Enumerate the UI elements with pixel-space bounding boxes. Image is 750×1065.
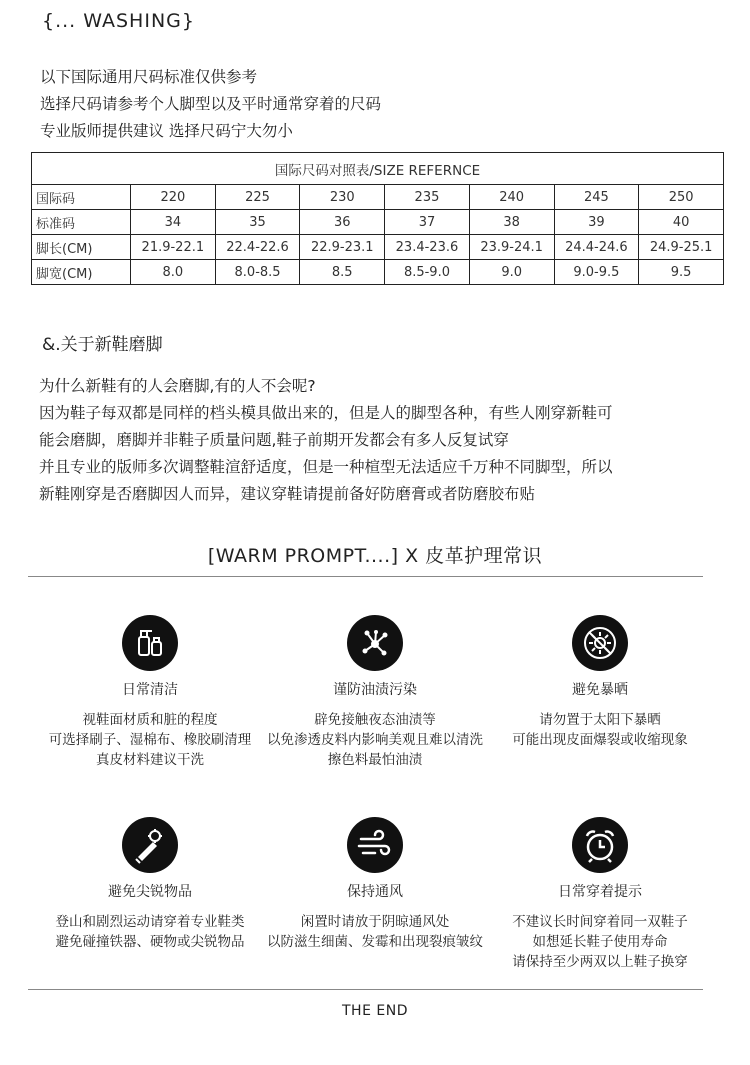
table-row <box>32 185 724 210</box>
size-intro <box>40 64 381 145</box>
paragraph-line: 因为鞋子每双都是同样的档头模具做出来的，但是人的脚型各种，有些人刚穿新鞋可 <box>39 404 613 422</box>
stain-splash-icon <box>347 615 403 671</box>
table-cell: 36 <box>300 210 385 235</box>
care-description <box>250 710 500 770</box>
table-cell: 8.0-8.5 <box>215 260 300 285</box>
care-item-cleaning <box>25 615 275 770</box>
care-title: 保持通风 <box>347 884 403 900</box>
table-cell: 21.9-22.1 <box>131 235 216 260</box>
sharp-tool-icon <box>122 817 178 873</box>
divider <box>28 989 703 990</box>
intro-line: 选择尺码请参考个人脚型以及平时通常穿着的尺码 <box>40 95 382 113</box>
table-cell: 24.4-24.6 <box>554 235 639 260</box>
care-line: 闲置时请放于阴晾通风处 <box>300 914 450 930</box>
cleaning-products-icon <box>122 615 178 671</box>
wind-icon <box>347 817 403 873</box>
table-cell: 250 <box>639 185 724 210</box>
table-title: 国际尺码对照表/SIZE REFERNCE <box>32 153 724 185</box>
care-line: 登山和剧烈运动请穿着专业鞋类 <box>55 914 245 930</box>
care-line: 避免碰撞铁器、硬物或尖锐物品 <box>55 934 245 950</box>
care-description <box>250 912 500 952</box>
table-cell: 39 <box>554 210 639 235</box>
care-line: 不建议长时间穿着同一双鞋子 <box>512 914 688 930</box>
care-line: 请勿置于太阳下暴晒 <box>539 712 661 728</box>
table-cell: 9.0-9.5 <box>554 260 639 285</box>
paragraph-line: 并且专业的版师多次调整鞋渲舒适度，但是一种楦型无法适应千万种不同脚型，所以 <box>39 458 613 476</box>
care-description <box>25 710 275 770</box>
care-line: 可选择刷子、湿棉布、橡胶刷清理 <box>48 732 252 748</box>
table-cell: 23.9-24.1 <box>469 235 554 260</box>
table-cell: 9.5 <box>639 260 724 285</box>
care-line: 如想延长鞋子使用寿命 <box>532 934 668 950</box>
paragraph-line: 为什么新鞋有的人会磨脚,有的人不会呢? <box>39 377 316 395</box>
table-cell: 245 <box>554 185 639 210</box>
care-item-sun <box>475 615 725 750</box>
care-title: 日常清洁 <box>122 682 178 698</box>
table-cell: 22.4-22.6 <box>215 235 300 260</box>
table-row <box>32 260 724 285</box>
care-line: 擦色料最怕油渍 <box>327 752 423 768</box>
sun-prohibited-icon <box>572 615 628 671</box>
table-cell: 23.4-23.6 <box>385 235 470 260</box>
care-line: 以免渗透皮料内影响美观且难以清洗 <box>267 732 483 748</box>
alarm-clock-icon <box>572 817 628 873</box>
table-cell: 235 <box>385 185 470 210</box>
table-cell: 35 <box>215 210 300 235</box>
new-shoes-paragraph <box>39 373 613 508</box>
care-description <box>475 912 725 972</box>
washing-heading: {... WASHING} <box>42 10 195 32</box>
intro-line: 以下国际通用尺码标准仅供参考 <box>40 68 258 86</box>
care-title: 谨防油渍污染 <box>333 682 417 698</box>
care-item-sharp <box>25 817 275 952</box>
table-cell: 8.5-9.0 <box>385 260 470 285</box>
table-cell: 230 <box>300 185 385 210</box>
care-line: 请保持至少两双以上鞋子换穿 <box>512 954 688 970</box>
table-cell: 40 <box>639 210 724 235</box>
table-cell: 8.5 <box>300 260 385 285</box>
size-reference-table <box>31 152 724 285</box>
paragraph-line: 能会磨脚，磨脚并非鞋子质量问题,鞋子前期开发都会有多人反复试穿 <box>39 431 509 449</box>
care-description <box>25 912 275 952</box>
table-title-row <box>32 153 724 185</box>
divider <box>28 576 703 577</box>
table-cell: 8.0 <box>131 260 216 285</box>
row-header: 国际码 <box>32 185 131 210</box>
care-line: 可能出现皮面爆裂或收缩现象 <box>512 732 688 748</box>
intro-line: 专业版师提供建议 选择尺码宁大勿小 <box>40 122 293 140</box>
table-cell: 225 <box>215 185 300 210</box>
table-cell: 22.9-23.1 <box>300 235 385 260</box>
table-cell: 9.0 <box>469 260 554 285</box>
table-cell: 38 <box>469 210 554 235</box>
table-cell: 240 <box>469 185 554 210</box>
table-row <box>32 235 724 260</box>
paragraph-line: 新鞋刚穿是否磨脚因人而异，建议穿鞋请提前备好防磨膏或者防磨胶布贴 <box>39 485 536 503</box>
table-cell: 220 <box>131 185 216 210</box>
the-end-text: THE END <box>342 1003 408 1019</box>
care-item-ventilation <box>250 817 500 952</box>
care-title: 避免尖锐物品 <box>108 884 192 900</box>
row-header: 脚宽(CM) <box>32 260 131 285</box>
new-shoes-heading: &.关于新鞋磨脚 <box>42 335 163 355</box>
row-header: 标准码 <box>32 210 131 235</box>
table-row <box>32 210 724 235</box>
care-line: 以防滋生细菌、发霉和出现裂痕皱纹 <box>267 934 483 950</box>
care-title: 日常穿着提示 <box>558 884 642 900</box>
care-item-oil-stain <box>250 615 500 770</box>
table-cell: 34 <box>131 210 216 235</box>
care-line: 辟免接触夜态油渍等 <box>314 712 436 728</box>
warm-prompt-heading: [WARM PROMPT....] X 皮革护理常识 <box>207 545 543 567</box>
care-description <box>475 710 725 750</box>
care-title: 避免暴晒 <box>572 682 628 698</box>
table-cell: 24.9-25.1 <box>639 235 724 260</box>
care-line: 真皮材料建议干洗 <box>96 752 204 768</box>
care-item-daily-tips <box>475 817 725 972</box>
row-header: 脚长(CM) <box>32 235 131 260</box>
table-cell: 37 <box>385 210 470 235</box>
care-line: 视鞋面材质和脏的程度 <box>82 712 218 728</box>
